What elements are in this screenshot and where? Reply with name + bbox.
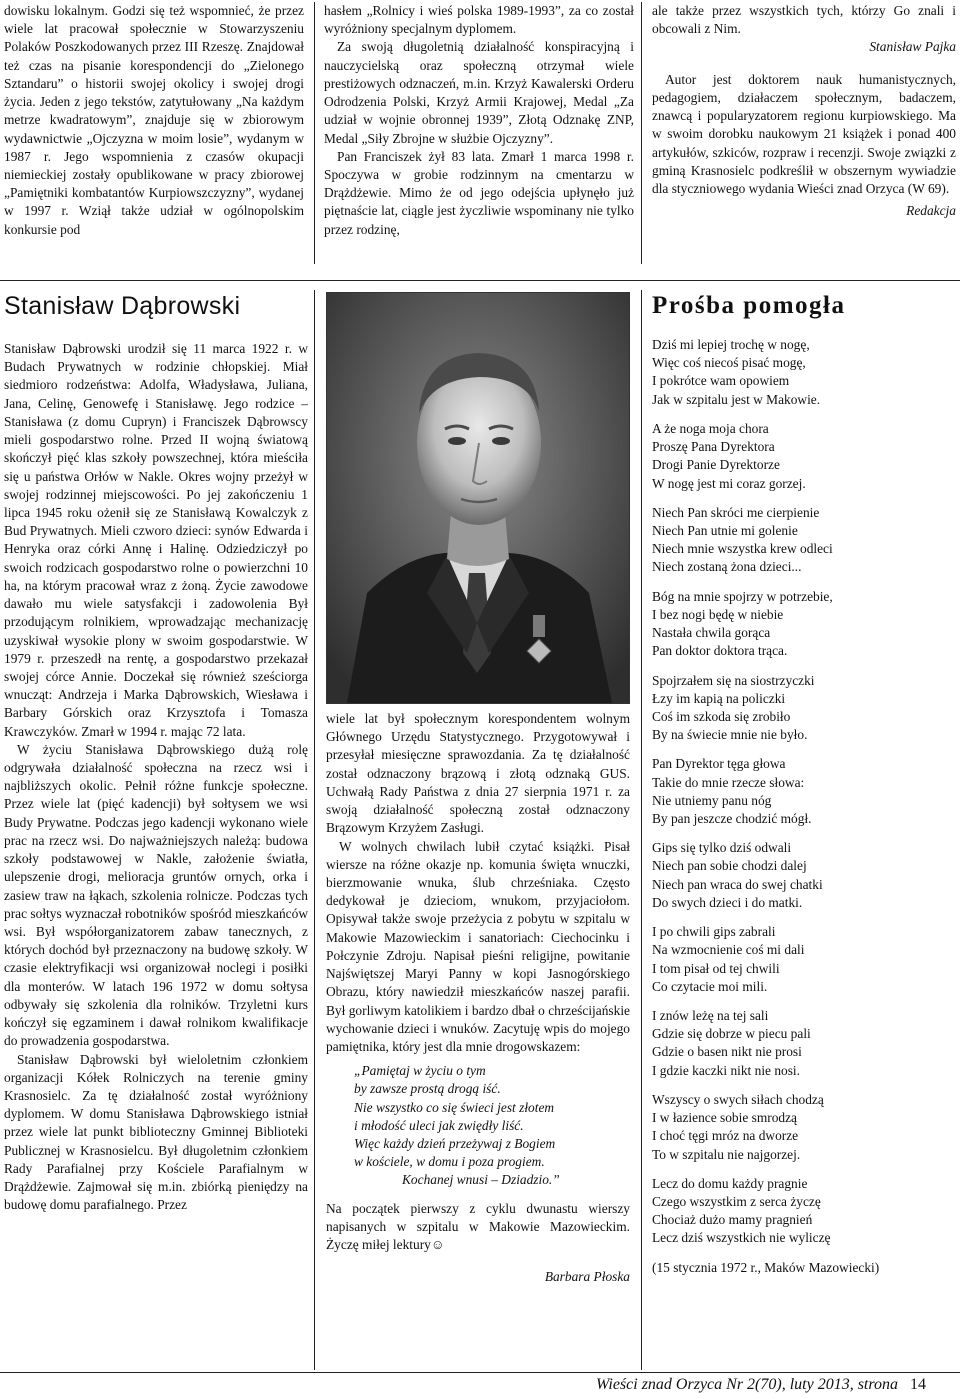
poem-title: Prośba pomogła <box>652 292 846 319</box>
poem-stanza <box>652 755 956 828</box>
article-column-2 <box>326 710 630 1287</box>
poem-line: Takie do mnie rzecze słowa: <box>652 774 805 790</box>
poem-line: W nogę jest mi coraz gorzej. <box>652 475 806 491</box>
author-signature: Barbara Płoska <box>544 1269 630 1285</box>
poem-line: Co czytacie moi mili. <box>652 978 768 994</box>
quote-line: Więc każdy dzień przeżywaj z Bogiem <box>354 1136 556 1152</box>
poem-line: Pan Dyrektor tęga głowa <box>652 756 786 772</box>
poem-line: Proszę Pana Dyrektora <box>652 439 775 455</box>
poem-line: Bóg na mnie spojrzy w potrzebie, <box>652 588 833 604</box>
dedication-quote <box>354 1062 630 1190</box>
paragraph: Pan Franciszek żył 83 lata. Zmarł 1 marca 1998 r. Spoczywa w grobie rodzinnym na cmentarzu w Drążdżewie. Mimo że od jego odejścia upłynęło już piętnaście lat, ciągle jest życzliwie wspominany nie tylko przez rodzinę, <box>324 148 634 237</box>
poem-line: Łzy im kapią na policzki <box>652 690 786 706</box>
poem-line: I bez nogi będę w niebie <box>652 606 784 622</box>
top-column-3 <box>652 2 956 220</box>
poem-line: Coś im szkoda się zrobiło <box>652 708 791 724</box>
top-column-1 <box>4 2 304 239</box>
top-column-2 <box>324 2 634 239</box>
poem-line: Nastała chwila gorąca <box>652 625 771 641</box>
paragraph: Na początek pierwszy z cyklu dwunastu wierszy napisanych w szpitalu w Makowie Mazowieckim. Życzę miłej lektury☺ <box>326 1200 630 1253</box>
poem-stanza <box>652 1091 956 1164</box>
poem-line: Dziś mi lepiej trochę w nogę, <box>652 337 810 352</box>
poem-stanza <box>652 672 956 745</box>
paragraph: W życiu Stanisława Dąbrowskiego dużą rolę odgrywała działalność społeczna na rzecz wsi i najbliższych okolic. Pełnił różne funkcje społeczne. Przez wiele lat (pięć kadencji) był sołtysem we wsi Budy Prywatne. Podczas jego kadencji wykonano wiele prac na rzecz wsi. Do najważniejszych należą: budowa szkoły podstawowej w Nakle, założenie światła, ulepszenie drogi, melioracja gruntów ornych, orka i zasiew traw na łąkach, szkolenia rolnicze. Podczas tych prac sołtys wyznaczał robotników spośród mieszkańców wsi. Był współorganizatorem zabaw tanecznych, z których dochód był przeznaczony na budowę szkoły. W czasie elektryfikacji wsi organizował noclegi i posiłki dla monterów. W latach 196 1972 w domu sołtysa odbywały się szkolenia dla rolników. Trzyletni kurs kończył się egzaminem i dawał rolnikom kwalifikacje do prowadzenia gospodarstwa. <box>4 741 308 1049</box>
poem-stanza <box>652 1007 956 1080</box>
quote-line: i młodość uleci jak zwiędły liść. <box>354 1117 524 1133</box>
poem-line: A że noga moja chora <box>652 420 769 436</box>
footer-divider <box>0 1372 960 1373</box>
column-divider <box>314 290 315 1370</box>
poem-line: Niech pan wraca do swej chatki <box>652 876 823 892</box>
poem-line: Więc coś niecoś pisać mogę, <box>652 355 806 371</box>
section-divider <box>0 280 960 281</box>
editorial-signature: Redakcja <box>906 203 956 219</box>
column-divider <box>641 290 642 1370</box>
paragraph: dowisku lokalnym. Godzi się też wspomnieć, że przez wiele lat pracował społecznie w Stowarzyszeniu Polaków Poszkodowanych przez III Rzeszę. Znajdował też czas na pisanie korespondencji do „Zielonego Sztandaru” o historii swojej okolicy i swojej drogi życia. Jeden z jego tekstów, zatytułowany „Na każdym metrze kwadratowym”, znajduje się w zbiorowym wydawnictwie „Ojczyzna w moim losie”, wydanym w 1987 r. Jego wspomnienia z czasów okupacji niemieckiej zostały opublikowane w pracy zbiorowej „Pamiętniki kombatantów Kurpiowszczyzny”, wydanej w 1997 r. Wziął także udział w ogólnopolskim konkursie pod <box>4 3 304 237</box>
poem-line: To w szpitalu nie najgorzej. <box>652 1146 801 1162</box>
poem-line: Niech zostaną żona dzieci... <box>652 559 802 575</box>
poem-stanza <box>652 839 956 912</box>
poem-line: I tom pisał od tej chwili <box>652 960 780 976</box>
poem-line: I w łazience sobie smrodzą <box>652 1110 798 1126</box>
portrait-image <box>327 293 629 703</box>
poem-line: Niech Pan skróci me cierpienie <box>652 504 820 520</box>
column-divider <box>641 2 642 264</box>
poem-line: Czego wszystkim z serca życzę <box>652 1193 821 1209</box>
poem-line: I choć tęgi mróz na dworze <box>652 1128 799 1144</box>
author-signature: Stanisław Pajka <box>869 39 956 55</box>
poem-line: Gdzie się dobrze w piecu pali <box>652 1026 811 1042</box>
poem-line: Drogi Panie Dyrektorze <box>652 457 780 473</box>
poem-line: Lecz do domu każdy pragnie <box>652 1175 808 1191</box>
poem-line: I pokrótce wam opowiem <box>652 373 790 389</box>
poem-line: I gdzie kaczki nikt nie nosi. <box>652 1062 800 1078</box>
poem-line: I po chwili gips zabrali <box>652 924 776 940</box>
poem-line: I znów leżę na tej sali <box>652 1008 769 1023</box>
quote-line: „Pamiętaj w życiu o tym <box>354 1063 486 1079</box>
poem-line: Niech mnie wszystka krew odleci <box>652 541 833 557</box>
poem-line: Lecz dziś wszystkich nie wyliczę <box>652 1230 831 1246</box>
poem-line: Gips się tylko dziś odwali <box>652 840 792 856</box>
poem-line: By na świecie mnie nie było. <box>652 727 808 743</box>
poem-line: Niech Pan utnie mi golenie <box>652 522 798 538</box>
quote-line: w kościele, w domu i poza progiem. <box>354 1154 545 1170</box>
poem-line: Do swych dzieci i do matki. <box>652 894 803 910</box>
poem-line: By pan jeszcze chodzić mógł. <box>652 811 812 827</box>
poem-stanza <box>652 336 956 409</box>
column-divider <box>314 2 315 264</box>
article-column-1 <box>4 340 308 1215</box>
poem-stanza <box>652 923 956 996</box>
article-title: Stanisław Dąbrowski <box>4 292 241 320</box>
paragraph: hasłem „Rolnicy i wieś polska 1989-1993”, za co został wyróżniony specjalnym dyplomem. <box>324 3 634 37</box>
poem-date: (15 stycznia 1972 r., Maków Mazowiecki) <box>652 1259 880 1275</box>
poem-line: Chociaż dużo mamy pragnień <box>652 1212 813 1228</box>
poem-stanza <box>652 1175 956 1248</box>
poem-line: Na wzmocnienie coś mi dali <box>652 942 805 958</box>
paragraph: W wolnych chwilach lubił czytać książki. Pisał wiersze na różne okazje np. komunia święta wnuczki, bierzmowanie wnuka, ślub chrześniaka. Często dedykował je dzieciom, wnukom, przyjaciołom. Opisywał także swoje przeżycia z pobytu w szpitalu w Makowie Mazowieckim i sanatoriach: Ciechocinku i Połczynie Zdroju. Napisał pieśni religijne, powitanie Najświętszej Maryi Panny w kopi Jasnogórskiego Obrazu, który nawiedził mieszkańców naszej parafii. Był gorliwym katolikiem i bardzo dbał o chrześcijańskie wychowanie dzieci i wnuków. Zacytuję wpis do mojego pamiętnika, który jest dla mnie drogowskazem: <box>326 838 630 1054</box>
poem-line: Niech pan sobie chodzi dalej <box>652 858 807 874</box>
poem-line: Spojrzałem się na siostrzyczki <box>652 672 815 688</box>
quote-line: by zawsze prostą drogą iść. <box>354 1081 501 1097</box>
paragraph: ale także przez wszystkich tych, którzy Go znali i obcowali z Nim. <box>652 3 956 37</box>
footer-text: Wieści znad Orzyca Nr 2(70), luty 2013, strona <box>595 1376 898 1393</box>
page-footer <box>596 1376 926 1394</box>
paragraph: Za swoją długoletnią działalność konspiracyjną i nauczycielską oraz społeczną otrzymał wiele prestiżowych odznaczeń, m.in. Krzyż Kawalerski Orderu Odrodzenia Polski, Krzyż Armii Krajowej, Medal „Za udział w wojnie obronnej 1939”, Złotą Odznakę ZNP, Medal „Siły Zbrojne w służbie Ojczyzny”. <box>324 39 634 146</box>
poem-line: Jak w szpitalu jest w Makowie. <box>652 391 821 407</box>
poem-stanza <box>652 504 956 577</box>
poem-line: Wszyscy o swych siłach chodzą <box>652 1091 824 1107</box>
paragraph: Stanisław Dąbrowski był wieloletnim członkiem organizacji Kółek Rolniczych na terenie gminy Krasnosielc. Za tę działalność został wyróżniony dyplomem. W domu Stanisława Dąbrowskiego istniał przez wiele lat punkt biblioteczny Gminnej Biblioteki Publicznej w Krasnosielcu. Był długoletnim członkiem Rady Parafialnej przy Kościele Parafialnym w Drążdżewie. Zajmował się m.in. zbiórką pieniędzy na budowę domu parafialnego. Przez <box>4 1051 308 1213</box>
poem-line: Gdzie o basen nikt nie prosi <box>652 1044 802 1060</box>
poem-line: Pan doktor doktora trąca. <box>652 643 788 659</box>
poem-stanza <box>652 420 956 493</box>
poem-line: Nie utniemy panu nóg <box>652 792 772 808</box>
poem-stanza <box>652 588 956 661</box>
author-bio: Autor jest doktorem nauk humanistycznych, pedagogiem, działaczem społecznym, badaczem, znawcą i popularyzatorem regionu kurpiowskiego. Ma w swoim dorobku naukowym 21 książek i ponad 400 artykułów, szkiców, rozpraw i recenzji. Swoje związki z gminą Krasnosielc podkreślił w obszernym wywiadzie dla styczniowego wydania Wieści znad Orzyca (W 69). <box>652 71 956 196</box>
paragraph: Stanisław Dąbrowski urodził się 11 marca 1922 r. w Budach Prywatnych w rodzinie chłopskiej. Miał siedmioro rodzeństwa: Adolfa, Władysława, Juliana, Jana, Celinę, Genowefę i Stanisławę. Jego rodzice – Stanisława (z domu Cupryn) i Franciszek Dąbrowscy mieli gospodarstwo rolne. Przed II wojną światową skończył pięć klas szkoły powszechnej, która mieściła się u państwa Orłów w Nakle. Okres wojny przeżył w swojej rodzinnej miejscowości. Po jej zakończeniu 1 lipca 1945 roku ożenił się ze Stanisławą Kowalczyk z Bud Prywatnych. Mieli czworo dzieci: synów Edwarda i Henryka oraz córki Annę i Halinę. Odziedziczył po swoich rodzicach gospodarstwo rolne o powierzchni 10 ha, na którym pracował wraz z żoną. Życie zawodowe dawało mu wiele satysfakcji i zadowolenia Był przodującym rolnikiem, wprowadzając mechanizację uzyskiwał wysokie plony w swoim gospodarstwie. W 1979 r. przeszedł na rentę, a gospodarstwo przekazał swojej córce Annie. Doczekał się również sześciorga wnucząt: Andrzeja i Marka Dąbrowskich, Wiesława i Barbary Górskich oraz Krzysztofa i Tomasza Krawczyków. Zmarł w 1994 r. mając 72 lata. <box>4 341 308 739</box>
paragraph: wiele lat był społecznym korespondentem wolnym Głównego Urzędu Statystycznego. Przygotowywał i przesyłał miesięczne sprawozdania. Za tę działalność został odznaczony brązową i złotą odznaką GUS. Uchwałą Rady Państwa z dnia 27 sierpnia 1971 r. za swoją działalność społeczną został odznaczony Brązowym Krzyżem Zasługi. <box>326 711 630 836</box>
poem-column <box>652 336 956 1277</box>
portrait-photo <box>326 292 630 704</box>
quote-line: Kochanej wnusi – Dziadzio.” <box>402 1172 560 1188</box>
page-number: 14 <box>910 1376 926 1393</box>
quote-line: Nie wszystko co się świeci jest złotem <box>354 1099 555 1115</box>
